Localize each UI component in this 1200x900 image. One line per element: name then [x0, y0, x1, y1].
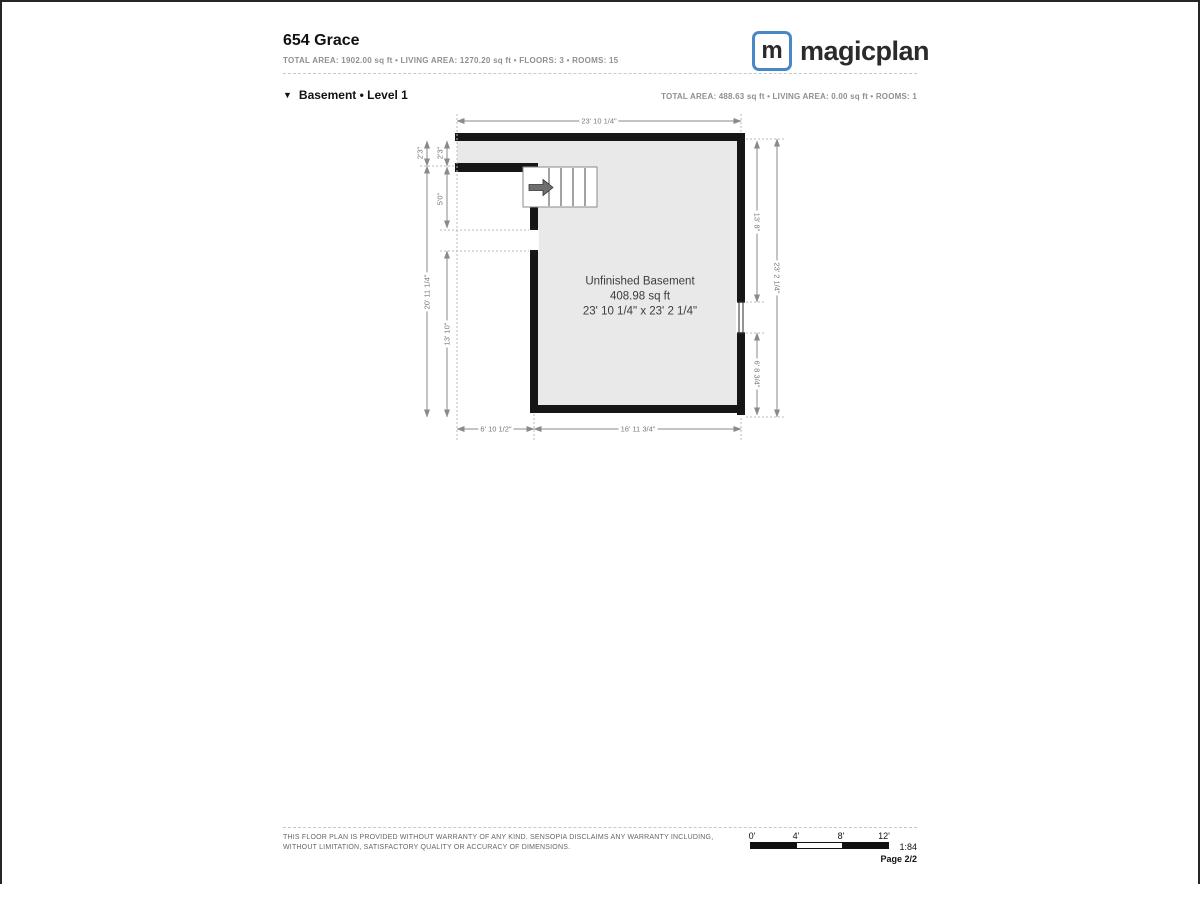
- scale-label-8: 8': [837, 831, 845, 841]
- magicplan-logo-icon: [752, 31, 792, 71]
- logo-m-letter: m: [761, 37, 783, 64]
- dim-right-inner-upper: 13' 8": [752, 212, 762, 232]
- dim-right-outer: 23' 2 1/4": [772, 262, 782, 294]
- window: [736, 302, 746, 334]
- screen-edge-left: [0, 0, 2, 884]
- disclaimer-line-1: THIS FLOOR PLAN IS PROVIDED WITHOUT WARRANTY OF ANY KIND. SENSOPIA DISCLAIMS ANY WARRANTY INCLUDING,: [283, 834, 714, 841]
- magicplan-logo-text: magicplan: [800, 35, 930, 66]
- dim-top: 23' 10 1/4": [581, 116, 617, 126]
- disclaimer-line-2: WITHOUT LIMITATION, SATISFACTORY QUALITY OR ACCURACY OF DIMENSIONS.: [283, 843, 571, 851]
- room-name: Unfinished Basement: [585, 275, 695, 288]
- building-stats: TOTAL AREA: 1902.00 sq ft • LIVING AREA: 1270.20 sq ft • FLOORS: 3 • ROOMS: 15: [283, 56, 619, 65]
- level-header: [283, 88, 408, 102]
- dim-left-inner-upper: 5'0": [435, 192, 445, 206]
- dim-left-inner-small: 2'3": [435, 146, 445, 160]
- screen-edge-top: [0, 0, 1200, 2]
- dim-right-inner-lower: 6' 8 3/4": [752, 360, 762, 388]
- room-label: [583, 275, 697, 320]
- scale-label-12: 12': [878, 831, 890, 841]
- footer-divider: [283, 827, 917, 828]
- dim-left-outer-small: 2'3": [415, 146, 425, 160]
- level-title: Basement • Level 1: [298, 88, 408, 102]
- magicplan-logo: [752, 31, 929, 71]
- scale-label-4: 4': [792, 831, 800, 841]
- room-area: 408.98 sq ft: [609, 290, 671, 303]
- dim-left-outer: 20' 11 1/4": [422, 274, 432, 310]
- dim-left-inner: 13' 10": [442, 322, 452, 346]
- stairs: [523, 167, 597, 207]
- disclaimer: [283, 833, 723, 852]
- collapse-triangle-icon: ▼: [283, 90, 292, 100]
- dim-bottom-right: 16' 11 3/4": [620, 424, 656, 434]
- page-title: 654 Grace: [283, 32, 360, 49]
- header-divider: [283, 73, 917, 74]
- dim-bottom-left: 6' 10 1/2": [480, 424, 512, 434]
- scale-ratio: 1:84: [899, 842, 917, 852]
- door-opening: [529, 229, 539, 251]
- scale-segment-black: [751, 843, 797, 848]
- page-number: Page 2/2: [880, 854, 917, 864]
- scale-label-0: 0': [748, 831, 756, 841]
- room-fill: [457, 137, 739, 407]
- room-dimensions: 23' 10 1/4" x 23' 2 1/4": [582, 305, 698, 318]
- level-stats: TOTAL AREA: 488.63 sq ft • LIVING AREA: 0.00 sq ft • ROOMS: 1: [661, 92, 917, 101]
